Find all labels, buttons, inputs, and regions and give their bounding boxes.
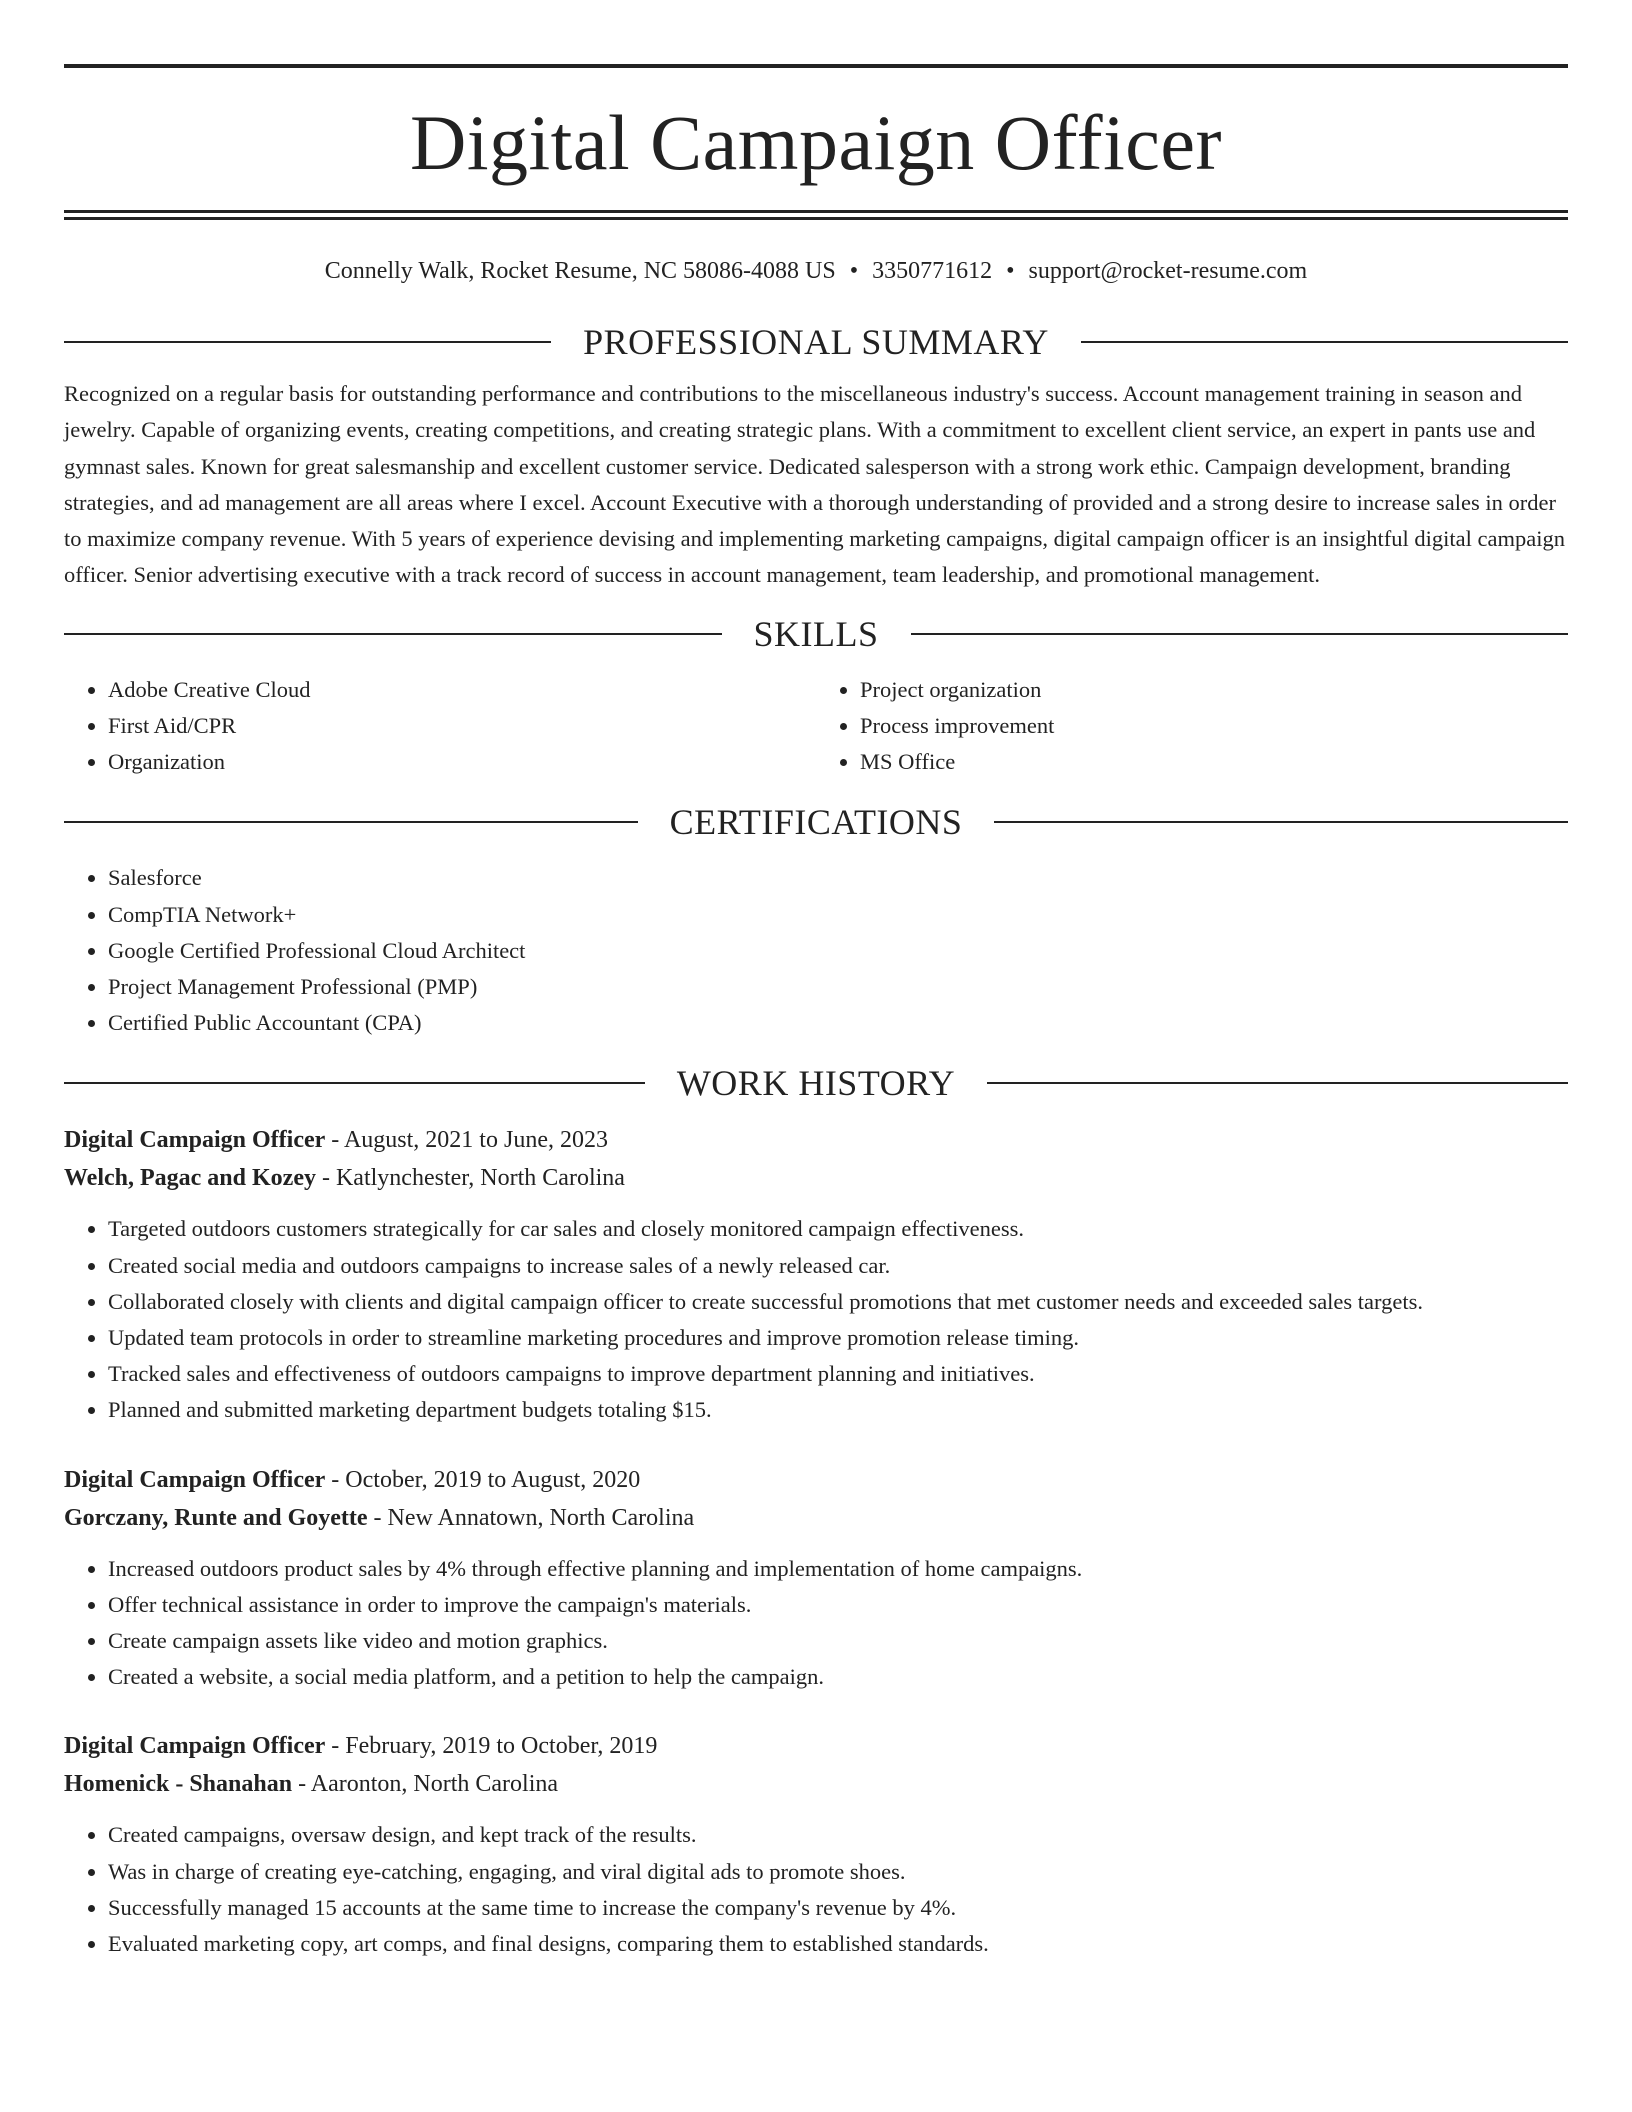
section-title: SKILLS <box>753 613 879 654</box>
job-entry <box>64 1461 1568 1696</box>
divider <box>1081 341 1568 343</box>
job-location: - Katlynchester, North Carolina <box>315 1165 625 1192</box>
job-bullet: • Updated team protocols in order to streamline marketing procedures and improve promotion release timing. <box>108 1320 1568 1356</box>
job-bullet: • Created campaigns, oversaw design, and kept track of the results. <box>108 1817 1568 1853</box>
job-dates: - August, 2021 to June, 2023 <box>325 1127 608 1154</box>
job-company-line <box>64 1765 1568 1803</box>
certifications-list <box>64 860 1568 1041</box>
job-bullet: • Created a website, a social media platform, and a petition to help the campaign. <box>108 1659 1568 1695</box>
job-title-line <box>64 1461 1568 1499</box>
job-company: Gorczany, Runte and Goyette <box>64 1504 368 1531</box>
job-title: Digital Campaign Officer <box>64 1466 326 1493</box>
job-bullet: • Targeted outdoors customers strategically for car sales and closely monitored campaign effectiveness. <box>108 1211 1568 1247</box>
job-bullet: • Was in charge of creating eye-catching, engaging, and viral digital ads to promote shoes. <box>108 1854 1568 1890</box>
job-title-line <box>64 1727 1568 1765</box>
job-location: - New Annatown, North Carolina <box>367 1504 695 1531</box>
job-bullets <box>64 1211 1568 1428</box>
job-dates: - October, 2019 to August, 2020 <box>325 1466 641 1493</box>
skill-item: • First Aid/CPR <box>108 708 816 744</box>
summary-paragraph: Recognized on a regular basis for outstanding performance and contributions to the miscellaneous industry's success. Account management training in season and jewelry. Capable of organizing events, creating competitions, and creating strategic plans. With a commitment to excellent client service, an expert in pants use and gymnast sales. Known for great salesmanship and excellent customer service. Dedicated salesperson with a strong work ethic. Campaign development, branding strategies, and ad management are all areas where I excel. Account Executive with a thorough understanding of provided and a strong desire to increase sales in order to maximize company revenue. With 5 years of experience devising and implementing marketing campaigns, digital campaign officer is an insightful digital campaign officer. Senior advertising executive with a track record of success in account management, team leadership, and promotional management. <box>64 381 1565 588</box>
contact-email: support@rocket-resume.com <box>1028 258 1308 284</box>
skill-item: • Adobe Creative Cloud <box>108 672 816 708</box>
job-company-line <box>64 1499 1568 1537</box>
section-title: CERTIFICATIONS <box>669 802 963 843</box>
job-bullets <box>64 1551 1568 1696</box>
skills-column-left <box>64 672 816 781</box>
contact-address: Connelly Walk, Rocket Resume, NC 58086-4088 US <box>324 258 836 284</box>
contact-separator: • <box>1006 258 1015 284</box>
divider <box>64 1082 645 1084</box>
divider <box>64 633 722 635</box>
divider <box>911 633 1569 635</box>
job-bullet: • Increased outdoors product sales by 4% through effective planning and implementation of home campaigns. <box>108 1551 1568 1587</box>
certification-item: • Salesforce <box>108 860 1568 896</box>
contact-line <box>64 256 1568 286</box>
section-header-work-history <box>64 1063 1568 1103</box>
skills-column-right <box>816 672 1568 781</box>
job-title: Digital Campaign Officer <box>64 1127 326 1154</box>
job-bullet: • Planned and submitted marketing department budgets totaling $15. <box>108 1392 1568 1428</box>
job-dates: - February, 2019 to October, 2019 <box>325 1733 658 1760</box>
section-title: WORK HISTORY <box>676 1063 956 1104</box>
title-double-rule <box>64 210 1568 220</box>
skills-list <box>64 672 1568 781</box>
divider <box>987 1082 1568 1084</box>
divider <box>64 341 551 343</box>
skill-item: • Process improvement <box>860 708 1568 744</box>
skill-item: • Project organization <box>860 672 1568 708</box>
section-title: PROFESSIONAL SUMMARY <box>583 322 1049 362</box>
job-entry <box>64 1121 1568 1428</box>
job-bullets <box>64 1817 1568 1962</box>
job-bullet: • Offer technical assistance in order to improve the campaign's materials. <box>108 1587 1568 1623</box>
section-header-summary <box>64 322 1568 362</box>
divider <box>994 821 1568 823</box>
job-company-line <box>64 1159 1568 1197</box>
skill-item: • MS Office <box>860 744 1568 780</box>
resume-page <box>64 64 1568 1962</box>
job-title: Digital Campaign Officer <box>64 1733 326 1760</box>
certification-item: • Project Management Professional (PMP) <box>108 969 1568 1005</box>
job-bullet: • Evaluated marketing copy, art comps, and final designs, comparing them to established standards. <box>108 1926 1568 1962</box>
contact-separator: • <box>849 258 859 284</box>
job-bullet: • Tracked sales and effectiveness of outdoors campaigns to improve department planning and initiatives. <box>108 1356 1568 1392</box>
job-entry <box>64 1727 1568 1962</box>
section-header-certifications <box>64 802 1568 842</box>
certification-item: • Certified Public Accountant (CPA) <box>108 1005 1568 1041</box>
job-company: Homenick - Shanahan <box>64 1771 293 1798</box>
job-company: Welch, Pagac and Kozey <box>64 1165 316 1192</box>
page-title: Digital Campaign Officer <box>410 99 1222 186</box>
contact-phone: 3350771612 <box>872 258 993 284</box>
job-bullet: • Successfully managed 15 accounts at the same time to increase the company's revenue by 4%. <box>108 1890 1568 1926</box>
job-bullet: • Collaborated closely with clients and digital campaign officer to create successful promotions that met customer needs and exceeded sales targets. <box>108 1284 1568 1320</box>
job-bullet: • Created social media and outdoors campaigns to increase sales of a newly released car. <box>108 1248 1568 1284</box>
certification-item: • Google Certified Professional Cloud Architect <box>108 933 1568 969</box>
top-rule <box>64 64 1568 68</box>
section-header-skills <box>64 614 1568 654</box>
job-location: - Aaronton, North Carolina <box>292 1771 559 1798</box>
certification-item: • CompTIA Network+ <box>108 897 1568 933</box>
job-bullet: • Create campaign assets like video and motion graphics. <box>108 1623 1568 1659</box>
job-title-line <box>64 1121 1568 1159</box>
skill-item: • Organization <box>108 744 816 780</box>
divider <box>64 821 638 823</box>
